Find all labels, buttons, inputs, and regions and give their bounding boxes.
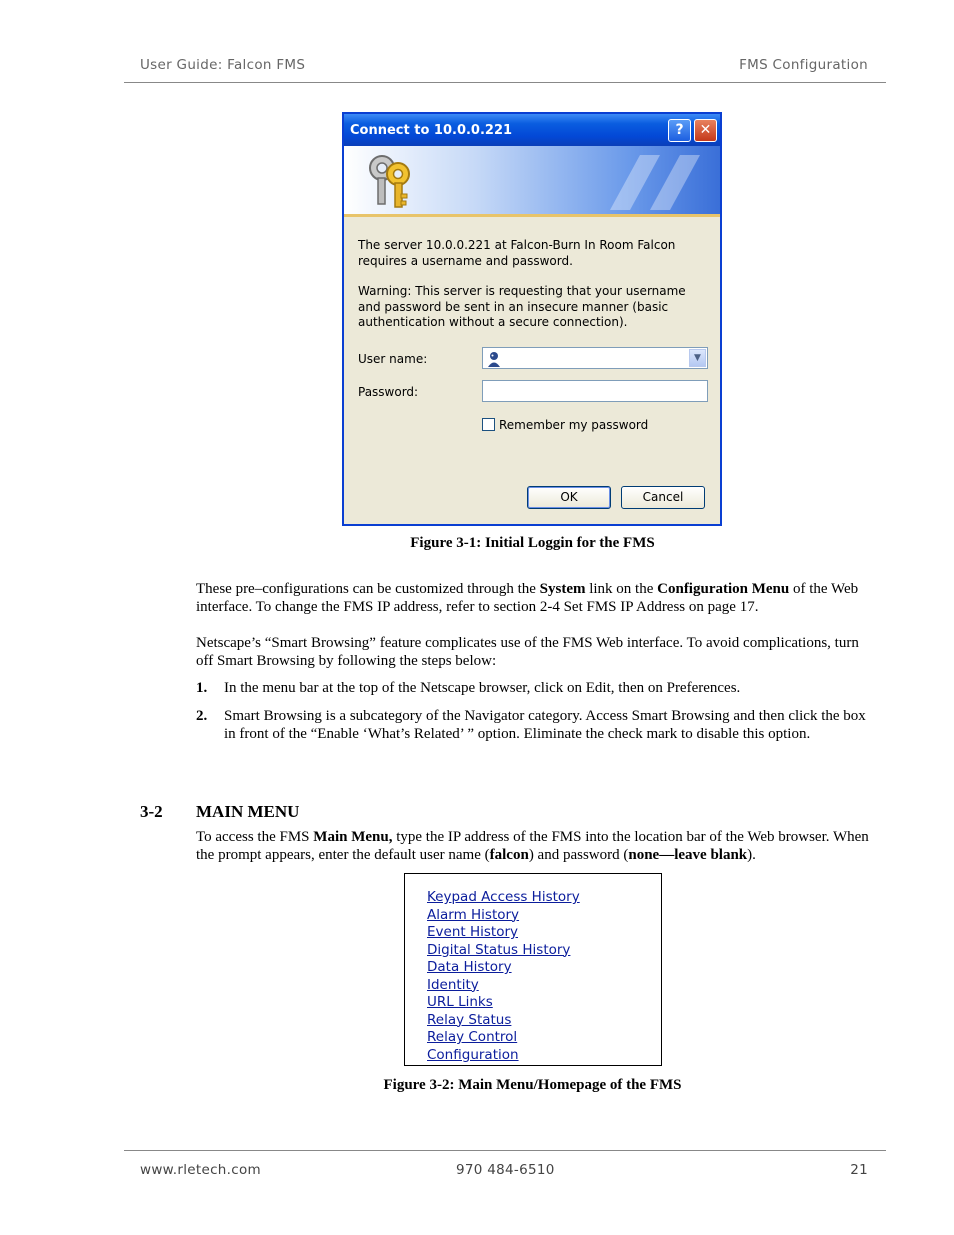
remember-password-label: Remember my password <box>499 418 649 432</box>
dialog-titlebar[interactable] <box>344 114 720 146</box>
step-text: In the menu bar at the top of the Netscape browser, click on Edit, then on Preferences. <box>224 680 741 696</box>
section-title: MAIN MENU <box>196 802 300 821</box>
username-label: User name: <box>358 352 428 366</box>
ok-button[interactable]: OK <box>527 486 611 509</box>
login-dialog <box>342 112 722 526</box>
checkbox-box[interactable] <box>482 418 495 431</box>
header-left: User Guide: Falcon FMS <box>140 57 306 73</box>
cancel-button[interactable]: Cancel <box>621 486 705 509</box>
step-text: Smart Browsing is a subcategory of the Navigator category. Access Smart Browsing and then click the box in front of the “Enable ‘What’s Related’ ” option. Eliminate the check mark to disable this option. <box>224 708 866 742</box>
footer-rule <box>124 1150 886 1151</box>
p3-text-c: type the IP address of the FMS into the location bar of the Web browser. When the prompt appears, enter the default user name ( <box>196 829 869 863</box>
menu-link-relay-control[interactable]: Relay Control <box>427 1029 518 1045</box>
dialog-warning: Warning: This server is requesting that your username and password be sent in an insecure manner (basic authentication without a secure connection). <box>358 284 686 329</box>
p3-text-a: To access the FMS <box>196 829 314 845</box>
dialog-message: The server 10.0.0.221 at Falcon-Burn In Room Falcon requires a username and password. <box>358 238 676 268</box>
figure-2-caption: Figure 3-2: Main Menu/Homepage of the FMS <box>383 1077 682 1093</box>
p3-none: none—leave blank <box>628 847 748 863</box>
p1-system: System <box>539 581 586 597</box>
menu-link-event-history[interactable]: Event History <box>427 924 518 940</box>
menu-link-keypad-access-history[interactable]: Keypad Access History <box>427 889 580 905</box>
page-number: 21 <box>850 1162 868 1178</box>
step-number: 1. <box>196 680 208 696</box>
close-button[interactable]: ✕ <box>694 119 717 142</box>
remember-password-checkbox[interactable] <box>482 418 648 432</box>
p3-text-e: ) and password ( <box>528 847 629 863</box>
p1-config-menu: Configuration Menu <box>657 581 790 597</box>
footer-website: www.rletech.com <box>140 1162 261 1178</box>
password-label: Password: <box>358 385 419 399</box>
chevron-down-icon[interactable]: ▼ <box>689 349 706 367</box>
paragraph-main-menu <box>196 828 876 864</box>
p3-falcon: falcon <box>489 847 529 863</box>
footer-phone: 970 484-6510 <box>456 1162 555 1178</box>
menu-link-url-links[interactable]: URL Links <box>427 994 493 1010</box>
p3-main-menu: Main Menu, <box>313 829 393 845</box>
p3-text-g: ). <box>747 847 756 863</box>
menu-link-configuration[interactable]: Configuration <box>427 1046 519 1063</box>
menu-link-data-history[interactable]: Data History <box>427 959 512 975</box>
step-number: 2. <box>196 708 208 724</box>
paragraph-configuration <box>196 580 876 616</box>
paragraph-smart-browsing: Netscape’s “Smart Browsing” feature complicates use of the FMS Web interface. To avoid complications, turn off Smart Browsing by following the steps below: <box>196 635 859 669</box>
password-field[interactable] <box>482 380 708 402</box>
p1-text-a: These pre–configurations can be customized through the <box>196 581 540 597</box>
header-rule <box>124 82 886 83</box>
section-number: 3-2 <box>140 802 163 821</box>
menu-link-digital-status-history[interactable]: Digital Status History <box>427 941 571 958</box>
help-button[interactable]: ? <box>668 119 691 142</box>
p1-text-c: link on the <box>585 581 658 597</box>
keys-icon <box>364 152 424 212</box>
main-menu-list <box>427 889 580 1064</box>
header-right: FMS Configuration <box>739 57 868 73</box>
username-combobox[interactable] <box>482 347 708 369</box>
figure-1-caption: Figure 3-1: Initial Loggin for the FMS <box>410 535 655 551</box>
menu-link-identity[interactable]: Identity <box>427 976 479 993</box>
p1-text-e: of the Web interface. To change the FMS IP address, refer to section 2-4 Set FMS IP Address on page 17. <box>196 581 859 615</box>
menu-link-relay-status[interactable]: Relay Status <box>427 1011 512 1028</box>
dialog-title: Connect to 10.0.0.221 <box>350 123 513 138</box>
dialog-banner <box>344 146 720 217</box>
menu-link-alarm-history[interactable]: Alarm History <box>427 906 520 923</box>
main-menu-box <box>404 873 662 1066</box>
user-icon <box>487 351 501 367</box>
banner-watermark-icon <box>600 150 710 212</box>
